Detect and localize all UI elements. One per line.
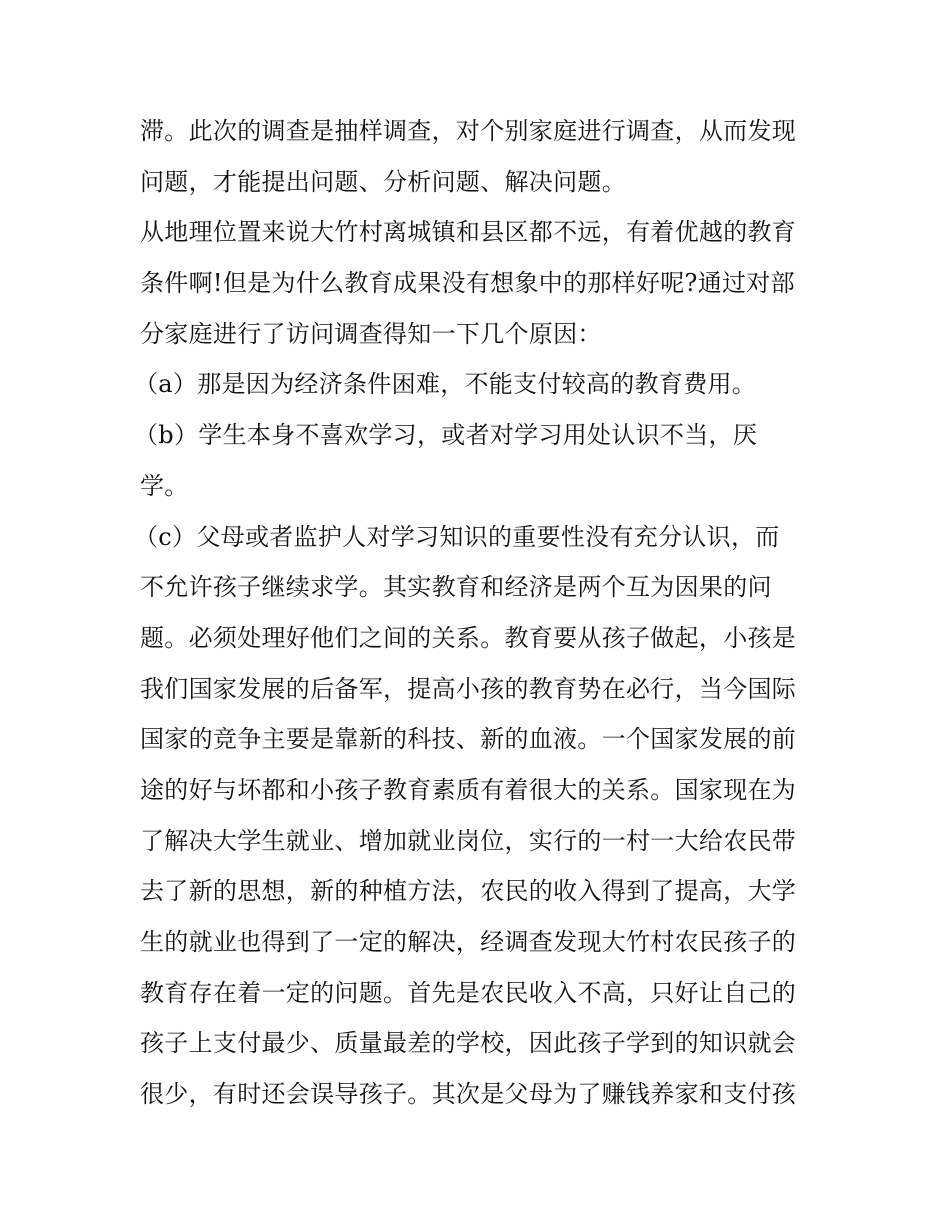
text-line: 途的好与坏都和小孩子教育素质有着很大的关系。国家现在为: [140, 775, 797, 804]
text-line: 分家庭进行了访问调查得知一下几个原因：: [140, 319, 602, 348]
text-line: 国家的竞争主要是靠新的科技、新的血液。一个国家发展的前: [140, 725, 797, 754]
text-line: 学。: [140, 471, 189, 500]
text-line: 孩子上支付最少、质量最差的学校，因此孩子学到的知识就会: [140, 1029, 797, 1058]
text-line: 问题，才能提出问题、分析问题、解决问题。: [140, 167, 626, 196]
text-line: 条件啊!但是为什么教育成果没有想象中的那样好呢?通过对部: [140, 269, 795, 298]
text-line: 滞。此次的调查是抽样调查，对个别家庭进行调查，从而发现: [140, 117, 797, 145]
text-line: 不允许孩子继续求学。其实教育和经济是两个互为因果的问: [140, 573, 772, 602]
text-line: 我们国家发展的后备军，提高小孩的教育势在必行，当今国际: [140, 674, 797, 703]
text-line: 从地理位置来说大竹村离城镇和县区都不远，有着优越的教育: [140, 218, 797, 247]
list-item-c: （c）父母或者监护人对学习知识的重要性没有充分认识，而: [134, 522, 780, 551]
text-line: 题。必须处理好他们之间的关系。教育要从孩子做起，小孩是: [140, 623, 797, 652]
text-line: 很少，有时还会误导孩子。其次是父母为了赚钱养家和支付孩: [140, 1080, 797, 1109]
list-item-b: （b）学生本身不喜欢学习，或者对学习用处认识不当，厌: [134, 421, 758, 450]
text-line: 了解决大学生就业、增加就业岗位，实行的一村一大给农民带: [140, 826, 797, 855]
text-line: 教育存在着一定的问题。首先是农民收入不高，只好让自己的: [140, 978, 797, 1007]
list-item-a: （a）那是因为经济条件困难，不能支付较高的教育费用。: [134, 370, 757, 399]
text-line: 生的就业也得到了一定的解决，经调查发现大竹村农民孩子的: [140, 928, 797, 956]
text-line: 去了新的思想，新的种植方法，农民的收入得到了提高，大学: [140, 877, 797, 906]
body-text: [134, 106, 820, 1120]
